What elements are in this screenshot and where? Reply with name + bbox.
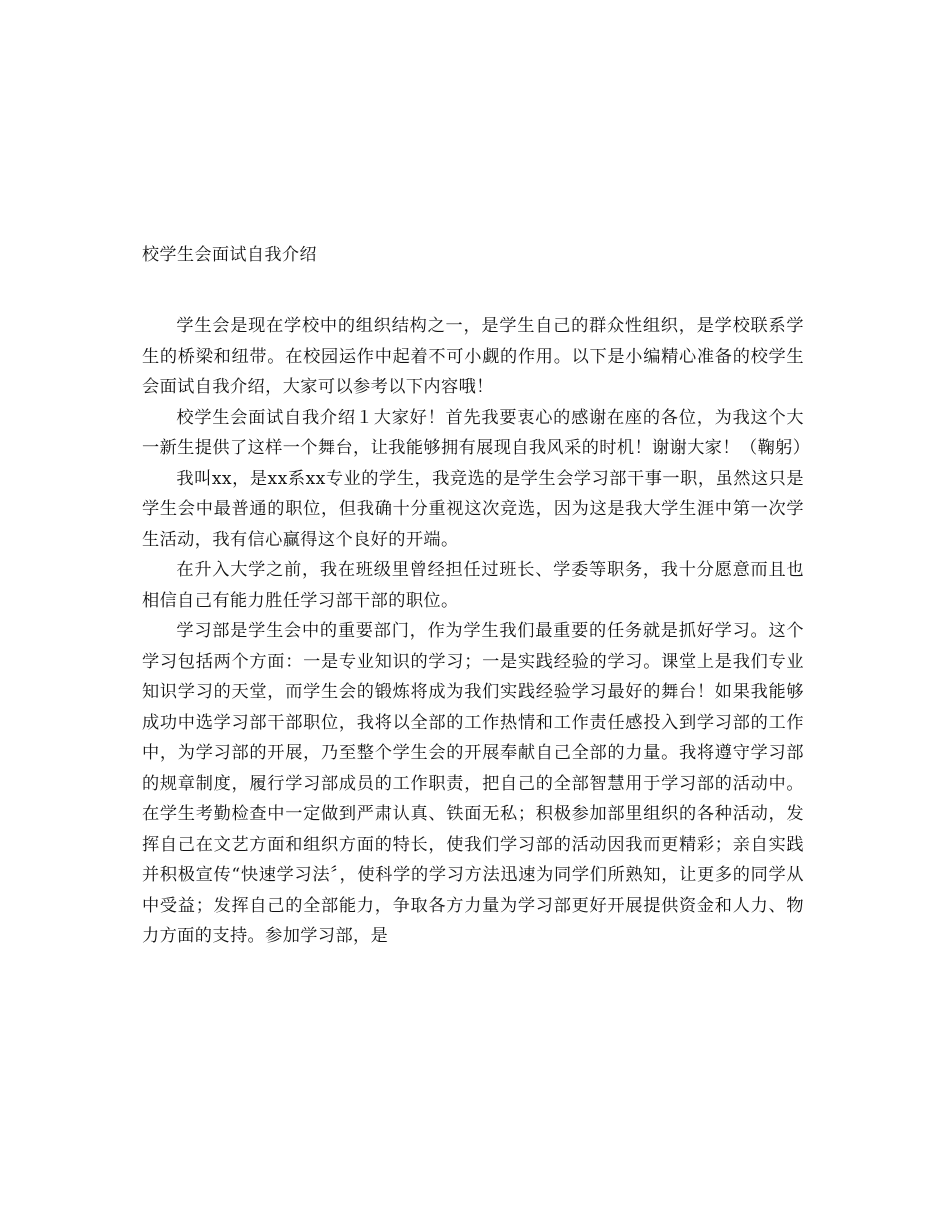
paragraph-self-intro: 我叫xx，是xx系xx专业的学生，我竞选的是学生会学习部干事一职，虽然这只是学生会中最普通的职位，但我确十分重视这次竞选，因为这是我大学生涯中第一次学生活动，我有信心赢得这个良好的开端。 <box>142 468 804 550</box>
document-body <box>142 311 811 952</box>
document-title: 校学生会面试自我介绍 <box>142 245 317 265</box>
paragraph-experience: 在升入大学之前，我在班级里曾经担任过班长、学委等职务，我十分愿意而且也相信自己有能力胜任学习部干部的职位。 <box>142 560 804 611</box>
paragraph-intro: 学生会是现在学校中的组织结构之一，是学生自己的群众性组织，是学校联系学生的桥梁和纽带。在校园运作中起着不可小觑的作用。以下是小编精心准备的校学生会面试自我介绍，大家可以参考以下内容哦！ <box>142 316 804 397</box>
paragraph-greeting: 校学生会面试自我介绍１大家好！首先我要衷心的感谢在座的各位，为我这个大一新生提供了这样一个舞台，让我能够拥有展现自我风采的时机！谢谢大家！（鞠躬） <box>142 407 811 458</box>
paragraph-study-department: 学习部是学生会中的重要部门，作为学生我们最重要的任务就是抓好学习。这个学习包括两个方面：一是专业知识的学习；一是实践经验的学习。课堂上是我们专业知识学习的天堂，而学生会的锻炼将成为我们实践经验学习最好的舞台！如果我能够成功中选学习部干部职位，我将以全部的工作热情和工作责任感投入到学习部的工作中，为学习部的开展，乃至整个学生会的开展奉献自己全部的力量。我将遵守学习部的规章制度，履行学习部成员的工作职责，把自己的全部智慧用于学习部的活动中。在学生考勤检查中一定做到严肃认真、铁面无私；积极参加部里组织的各种活动，发挥自己在文艺方面和组织方面的特长，使我们学习部的活动因我而更精彩；亲自实践并积极宣传“快速学习法〞，使科学的学习方法迅速为同学们所熟知，让更多的同学从中受益；发挥自己的全部能力，争取各方力量为学习部更好开展提供资金和人力、物力方面的支持。参加学习部，是 <box>142 621 804 946</box>
